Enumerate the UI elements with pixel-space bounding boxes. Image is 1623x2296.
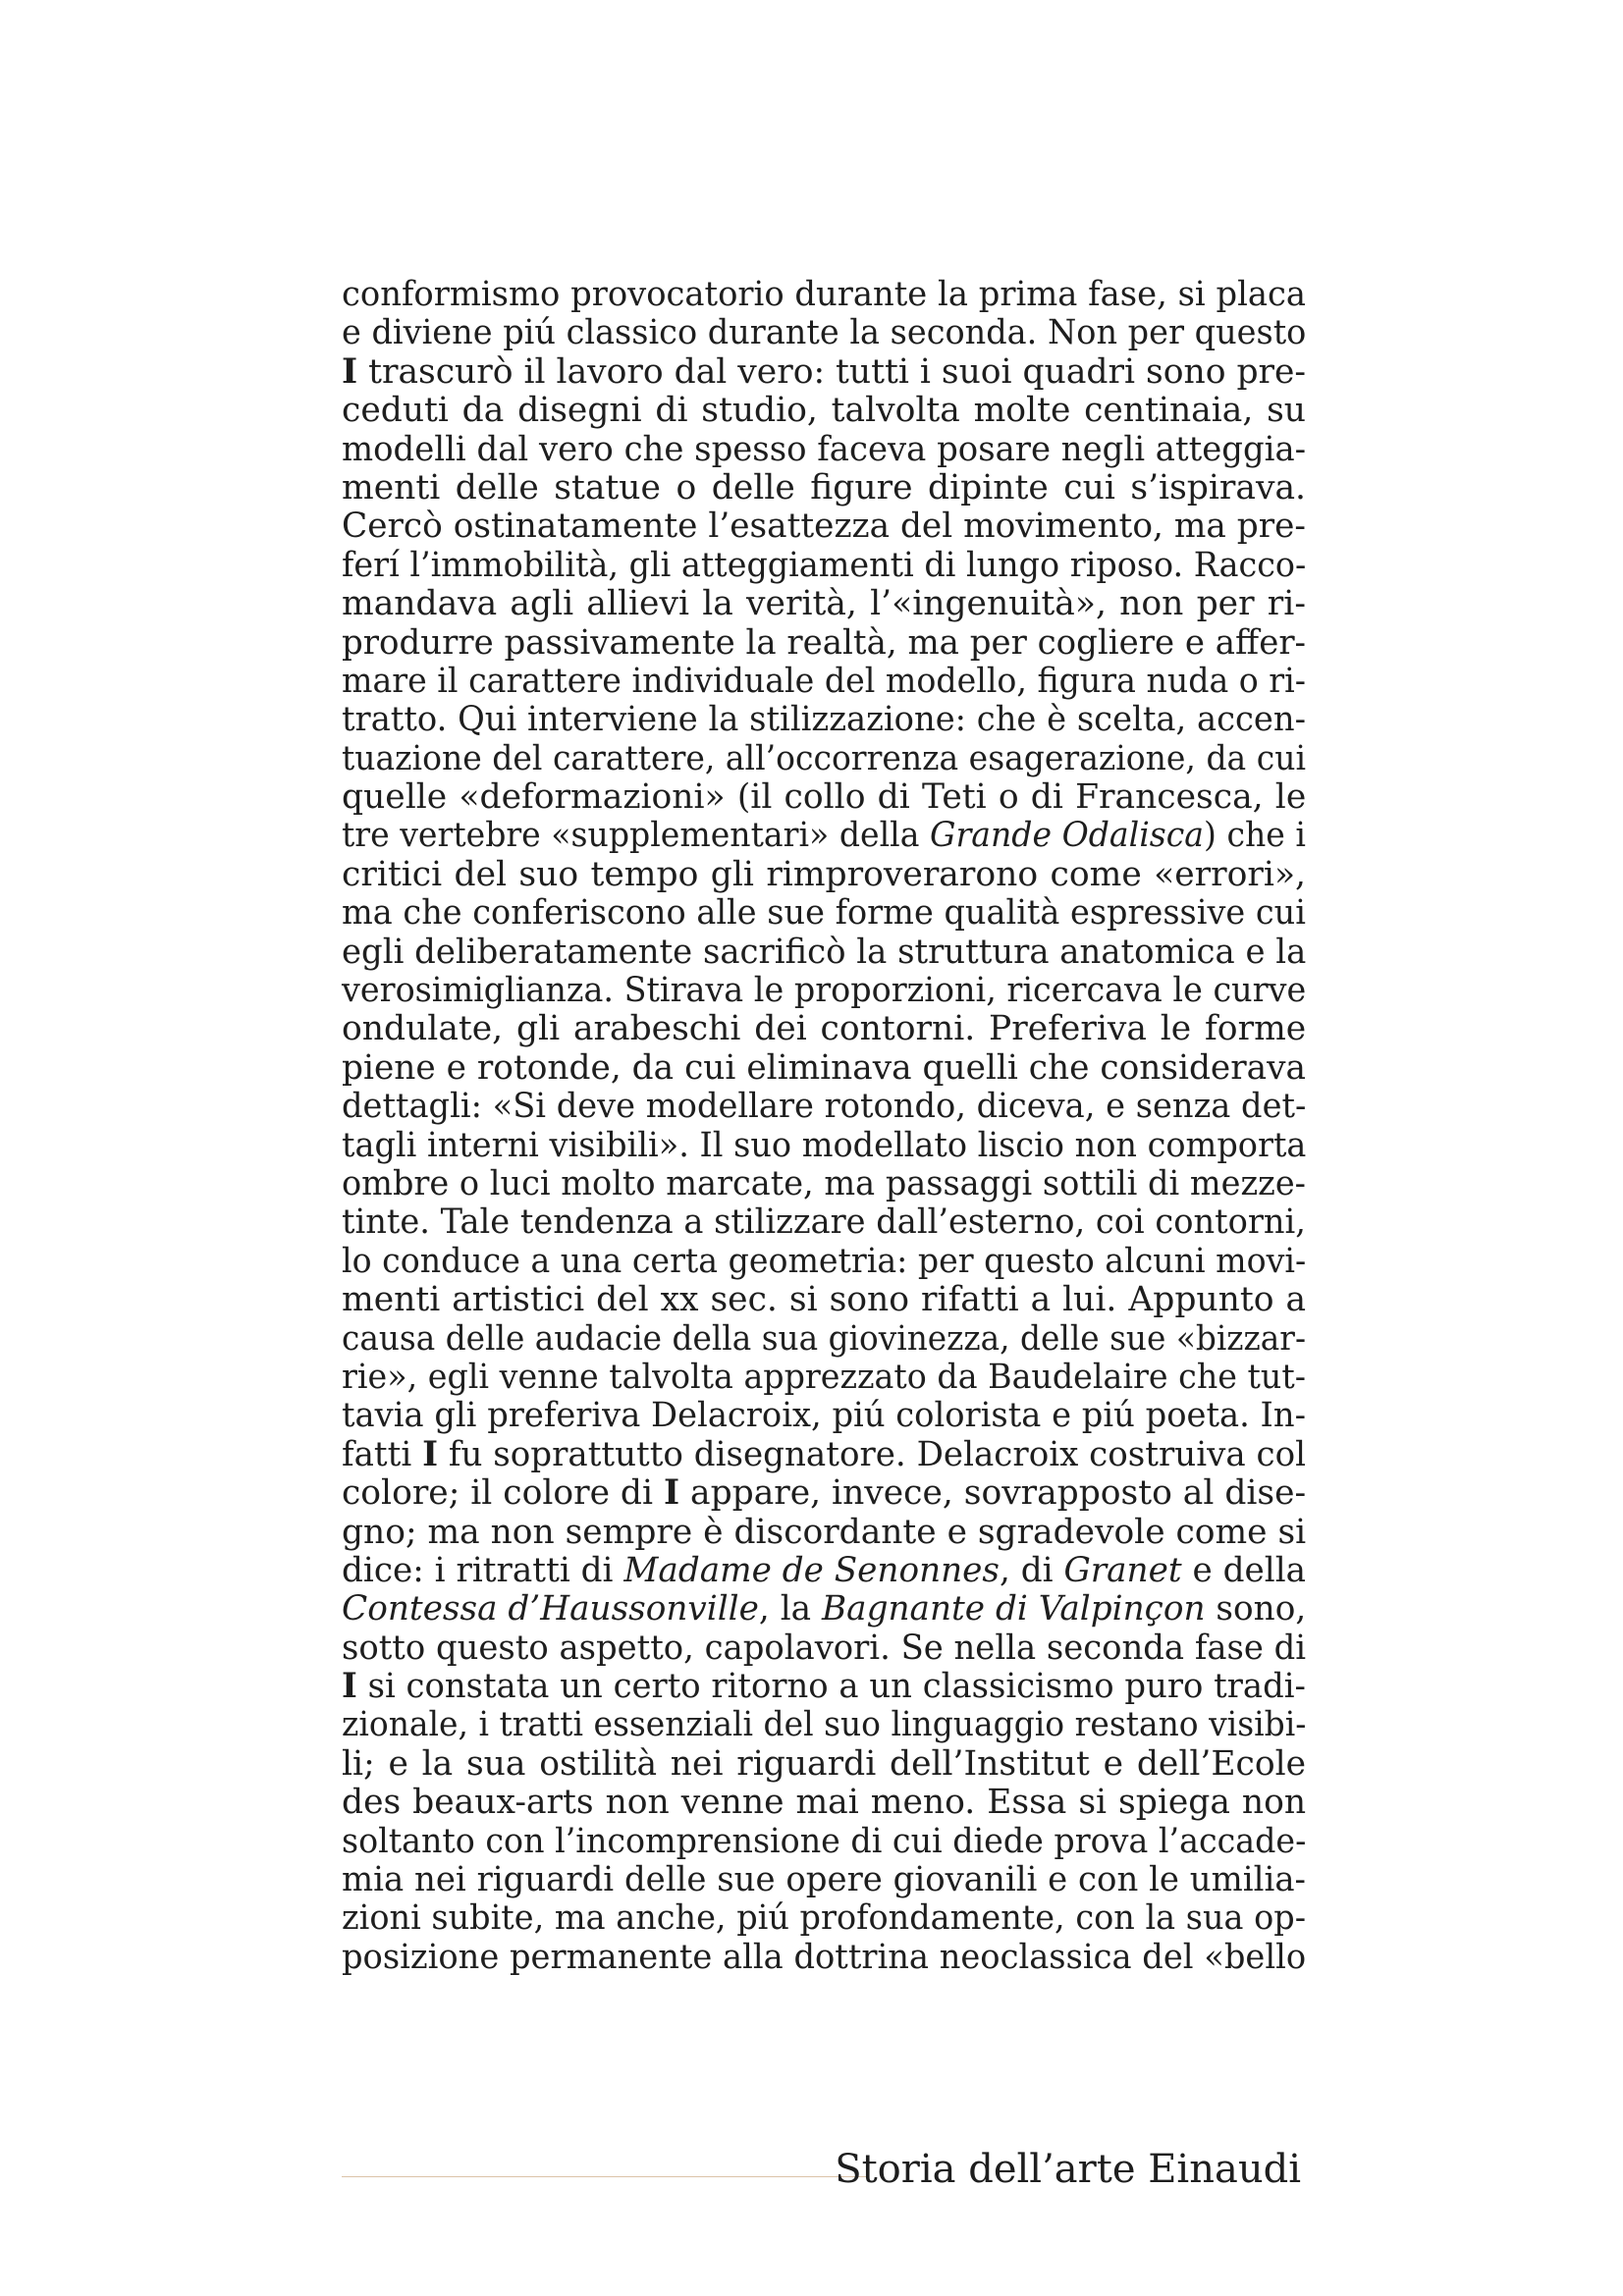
text-segment: dettagli: «Si deve modellare rotondo, diceva, e senza det- [342,1087,1307,1127]
text-segment: tinte. Tale tendenza a stilizzare dall’esterno, coi contorni, [342,1202,1306,1243]
text-line [342,1668,1306,1706]
text-line [342,1281,1306,1319]
text-line [342,1474,1306,1513]
text-segment: trascurò il lavoro dal vero: tutti i suoi quadri sono pre- [357,351,1307,392]
text-line [342,1397,1306,1435]
text-segment: ceduti da disegni di studio, talvolta molte centinaia, su [342,391,1306,431]
bold-initial: I [422,1434,439,1474]
text-segment: si constata un certo ritorno a un classicismo puro tradi- [356,1667,1306,1707]
bold-initial: I [342,1667,357,1707]
text-segment: tavia gli preferiva Delacroix, piú colorista e piú poeta. In- [342,1396,1306,1436]
text-line [342,469,1306,507]
text-segment: mare il carattere individuale del modello, figura nuda o ri- [342,661,1306,701]
text-segment: , di [999,1550,1064,1590]
text-segment: piene e rotonde, da cui eliminava quelli che considerava [342,1047,1306,1088]
text-line [342,1939,1306,1977]
text-segment: menti artistici del xx sec. si sono rifatti a lui. Appunto a [342,1280,1307,1320]
bold-initial: I [342,351,358,392]
text-segment: modelli dal vero che spesso faceva posare negli atteggia- [342,429,1307,469]
text-line [342,1203,1306,1242]
text-line [342,1320,1306,1359]
text-segment: appare, invece, sovrapposto al dise- [679,1473,1307,1514]
body-text [342,276,1306,1977]
text-segment: egli deliberatamente sacrificò la struttura anatomica e la [342,932,1307,972]
text-segment: , la [758,1589,822,1629]
text-line [342,1514,1306,1552]
bold-initial: I [663,1473,680,1514]
text-segment: des beaux-arts non venne mai meno. Essa si spiega non [342,1783,1307,1823]
text-segment: e diviene piú classico durante la seconda. Non per questo [342,313,1307,353]
text-segment: mia nei riguardi delle sue opere giovanili e con le umilia- [342,1860,1307,1900]
text-segment: zionale, i tratti essenziali del suo linguaggio restano visibi- [342,1705,1307,1745]
text-segment: ferí l’immobilità, gli atteggiamenti di lungo riposo. Racco- [342,545,1307,585]
text-line [342,778,1306,817]
text-segment: fu soprattutto disegnatore. Delacroix costruiva col [438,1434,1307,1474]
text-line [342,701,1306,739]
text-line [342,585,1306,623]
text-line [342,624,1306,663]
text-segment: conformismo provocatorio durante la prima fase, si placa [342,275,1307,314]
text-line [342,1243,1306,1281]
text-line [342,1127,1306,1165]
text-line [342,547,1306,585]
text-line [342,1359,1306,1397]
text-line [342,276,1306,314]
text-line [342,1088,1306,1126]
text-segment: soltanto con l’incomprensione di cui diede prova l’accade- [342,1821,1307,1861]
text-line [342,1165,1306,1203]
text-line [342,740,1306,778]
text-line [342,392,1306,430]
italic-title: Granet [1063,1550,1182,1590]
text-segment: posizione permanente alla dottrina neoclassica del «bello [342,1937,1307,1977]
text-line [342,856,1306,894]
text-segment: causa delle audacie della sua giovinezza, delle sue «bizzar- [342,1318,1307,1359]
text-segment: rie», egli venne talvolta apprezzato da Baudelaire che tut- [342,1357,1306,1397]
text-segment: tuazione del carattere, all’occorrenza esagerazione, da cui [342,738,1307,778]
text-segment: sotto questo aspetto, capolavori. Se nella seconda fase di [342,1628,1307,1668]
italic-title: Bagnante di Valpinçon [821,1589,1206,1629]
text-segment: fatti [342,1434,423,1474]
text-segment: verosimiglianza. Stirava le proporzioni, ricercava le curve [342,971,1307,1011]
text-line [342,314,1306,352]
text-segment: gno; ma non sempre è discordante e sgradevole come si [342,1512,1307,1552]
italic-title: Grande Odalisca [930,816,1205,856]
text-segment: tre vertebre «supplementari» della [342,816,931,856]
italic-title: Madame de Senonnes [623,1550,1000,1590]
text-segment: colore; il colore di [342,1473,664,1514]
text-line [342,894,1306,933]
text-segment: mandava agli allievi la verità, l’«ingenuità», non per ri- [342,584,1306,624]
text-segment: zioni subite, ma anche, piú profondamente, con la sua op- [342,1898,1307,1939]
text-line [342,1784,1306,1822]
italic-title: Contessa d’Haussonville [342,1589,759,1629]
footer-rule [342,2176,866,2177]
text-segment: ombre o luci molto marcate, ma passaggi sottili di mezze- [342,1163,1306,1203]
text-segment: ma che conferiscono alle sue forme qualità espressive cui [342,893,1306,934]
text-segment: quelle «deformazioni» (il collo di Teti o di Francesca, le [342,777,1307,818]
text-segment: critici del suo tempo gli rimproverarono come «errori», [342,854,1307,894]
text-line [342,1552,1306,1590]
text-line [342,972,1306,1010]
text-segment: tagli interni visibili». Il suo modellato liscio non comporta [342,1125,1307,1165]
text-line [342,1706,1306,1744]
text-line [342,507,1306,546]
text-line [342,1010,1306,1048]
footer-title: Storia dell’arte Einaudi [835,2147,1301,2192]
text-segment: dice: i ritratti di [342,1550,624,1590]
text-line [342,1590,1306,1629]
text-line [342,1861,1306,1899]
text-segment: li; e la sua ostilità nei riguardi dell’Institut e dell’Ecole [342,1743,1307,1784]
text-segment: tratto. Qui interviene la stilizzazione: che è scelta, accen- [342,700,1307,740]
text-segment: produrre passivamente la realtà, ma per cogliere e affer- [342,622,1307,663]
text-line [342,1436,1306,1474]
text-line [342,1049,1306,1088]
text-line [342,1823,1306,1861]
text-segment: ) che i [1204,816,1307,856]
text-segment: ondulate, gli arabeschi dei contorni. Preferiva le forme [342,1009,1307,1049]
text-line [342,817,1306,855]
text-segment: Cercò ostinatamente l’esattezza del movimento, ma pre- [342,507,1306,547]
text-line [342,1745,1306,1784]
text-line [342,934,1306,972]
text-line [342,663,1306,701]
text-segment: sono, [1205,1589,1307,1629]
text-segment: e della [1181,1550,1307,1590]
text-segment: menti delle statue o delle figure dipinte cui s’ispirava. [342,467,1306,507]
text-line [342,353,1306,392]
text-line [342,431,1306,469]
text-segment: lo conduce a una certa geometria: per questo alcuni movi- [342,1241,1307,1281]
text-line [342,1629,1306,1668]
text-line [342,1899,1306,1938]
